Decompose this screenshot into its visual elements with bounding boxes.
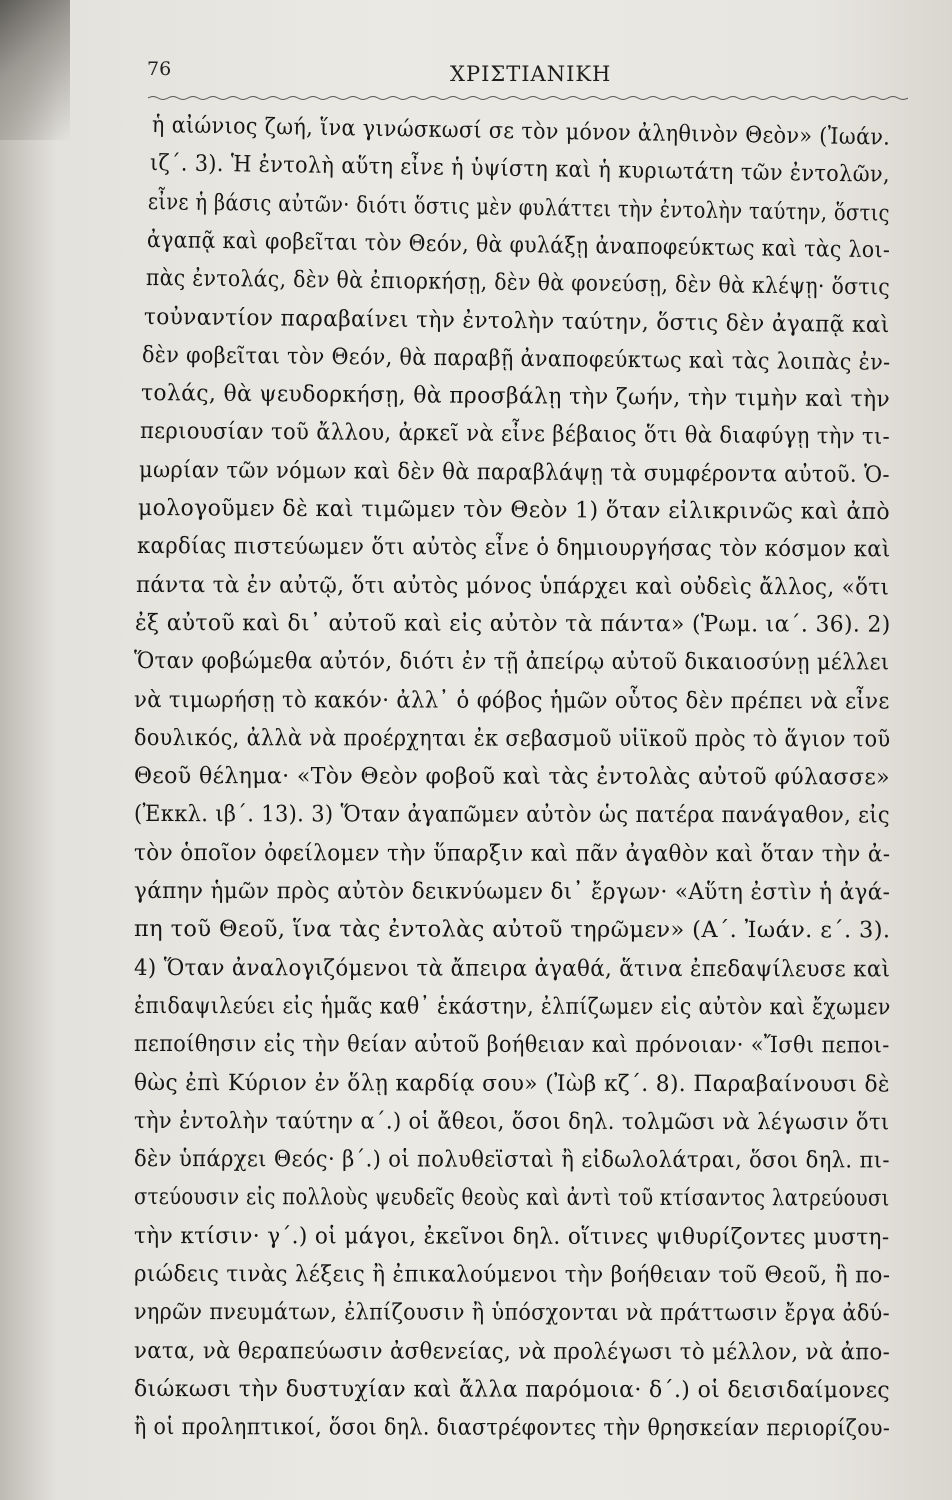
running-title: ΧΡΙΣΤΙΑΝΙΚΗ — [450, 62, 612, 86]
text-line: νηρῶν πνευμάτων, ἐλπίζουσιν ἢ ὑπόσχονται νὰ πράττωσιν ἔργα ἀδύ- — [133, 1299, 890, 1327]
text-line: Ὅταν φοβώμεθα αὐτόν, διότι ἐν τῇ ἀπείρῳ αὐτοῦ δικαιοσύνῃ μέλλει — [133, 648, 890, 676]
text-line: 4) Ὅταν ἀναλογιζόμενοι τὰ ἄπειρα ἀγαθά, ἅτινα ἐπεδαψίλευσε καὶ — [133, 954, 891, 982]
text-line: τὸν ὁποῖον ὀφείλομεν τὴν ὕπαρξιν καὶ πᾶν ἀγαθὸν καὶ ὅταν τὴν ἀ- — [133, 839, 891, 868]
text-line: δὲν φοβεῖται τὸν Θεόν, θὰ παραβῇ ἀναποφεύκτως καὶ τὰς λοιπὰς ἐν- — [141, 341, 891, 376]
text-line: μωρίαν τῶν νόμων καὶ δὲν θὰ παραβλάψῃ τὰ συμφέροντα αὐτοῦ. Ὁ- — [138, 456, 890, 488]
text-line: δουλικός, ἀλλὰ νὰ προέρχηται ἐκ σεβασμοῦ υἱϊκοῦ πρὸς τὸ ἅγιον τοῦ — [133, 724, 891, 753]
text-line: τὴν κτίσιν· γ΄.) οἱ μάγοι, ἐκεῖνοι δηλ. οἵτινες ψιθυρίζοντες μυστη- — [133, 1222, 890, 1251]
text-line: πη τοῦ Θεοῦ, ἵνα τὰς ἐντολὰς αὐτοῦ τηρῶμεν» (Α΄. Ἰωάν. ε΄. 3). — [133, 916, 891, 944]
text-line: περιουσίαν τοῦ ἄλλου, ἀρκεῖ νὰ εἶνε βέβαιος ὅτι θὰ διαφύγῃ τὴν τι- — [139, 418, 891, 451]
text-line: μολογοῦμεν δὲ καὶ τιμῶμεν τὸν Θεὸν 1) ὅταν εἰλικρινῶς καὶ ἀπὸ — [137, 495, 891, 526]
text-line: εἶνε ἡ βάσις αὐτῶν· διότι ὅστις μὲν φυλάττει τὴν ἐντολὴν ταύτην, ὅστις — [147, 188, 890, 227]
text-line: διώκωσι τὴν δυστυχίαν καὶ ἄλλα παρόμοια· δ΄.) οἱ δεισιδαίμονες — [133, 1375, 891, 1404]
text-line: ἐπιδαψιλεύει εἰς ἡμᾶς καθ᾿ ἑκάστην, ἐλπίζωμεν εἰς αὐτὸν καὶ ἔχωμεν — [133, 992, 891, 1021]
page-number: 76 — [147, 58, 172, 80]
text-line: τολάς, θὰ ψευδορκήσῃ, θὰ προσβάλῃ τὴν ζωήν, τὴν τιμὴν καὶ τὴν — [140, 380, 891, 413]
text-line: στεύουσιν εἰς πολλοὺς ψευδεῖς θεοὺς καὶ ἀντὶ τοῦ κτίσαντος λατρεύουσι — [133, 1184, 890, 1212]
text-line: θὼς ἐπὶ Κύριον ἐν ὅλῃ καρδίᾳ σου» (Ἰὼβ κζ΄. 8). Παραβαίνουσι δὲ — [133, 1069, 890, 1097]
text-line: ἐξ αὐτοῦ καὶ δι᾿ αὐτοῦ καὶ εἰς αὐτὸν τὰ πάντα» (Ῥωμ. ια΄. 36). 2) — [134, 609, 891, 638]
text-line: ἡ αἰώνιος ζωή, ἵνα γινώσκωσί σε τὸν μόνον ἀληθινὸν Θεὸν» (Ἰωάν. — [151, 112, 891, 151]
text-line: πεποίθησιν εἰς τὴν θείαν αὐτοῦ βοήθειαν καὶ πρόνοιαν· «Ἴσθι πεποι- — [133, 1031, 890, 1059]
text-line: πάντα τὰ ἐν αὐτῷ, ὅτι αὐτὸς μόνος ὑπάρχει καὶ οὐδεὶς ἄλλος, «ὅτι — [135, 571, 890, 601]
text-line: γάπην ἡμῶν πρὸς αὐτὸν δεικνύωμεν δι᾿ ἔργων· «Αὕτη ἐστὶν ἡ ἀγά- — [133, 878, 891, 906]
text-line: ριώδεις τινὰς λέξεις ἢ ἐπικαλούμενοι τὴν βοήθειαν τοῦ Θεοῦ, ἢ πο- — [133, 1261, 891, 1289]
text-line: νατα, νὰ θεραπεύωσιν ἀσθενείας, νὰ προλέγωσι τὸ μέλλον, νὰ ἀπο- — [133, 1337, 891, 1365]
text-line: ἀγαπᾷ καὶ φοβεῖται τὸν Θεόν, θὰ φυλάξῃ ἀναποφεύκτως καὶ τὰς λοι- — [146, 226, 891, 264]
text-line: καρδίας πιστεύωμεν ὅτι αὐτὸς εἶνε ὁ δημιουργήσας τὸν κόσμον καὶ — [136, 533, 891, 563]
text-line: νὰ τιμωρήσῃ τὸ κακόν· ἀλλ᾿ ὁ φόβος ἡμῶν οὗτος δὲν πρέπει νὰ εἶνε — [133, 686, 890, 714]
text-line: πὰς ἐντολάς, δὲν θὰ ἐπιορκήσῃ, δὲν θὰ φονεύσῃ, δὲν θὰ κλέψῃ· ὅστις — [145, 265, 891, 301]
text-line: τοὐναντίον παραβαίνει τὴν ἐντολὴν ταύτην, ὅστις δὲν ἀγαπᾷ καὶ — [143, 303, 890, 338]
page-header — [0, 58, 952, 98]
text-line: Θεοῦ θέλημα· «Τὸν Θεὸν φοβοῦ καὶ τὰς ἐντολὰς αὐτοῦ φύλασσε» — [133, 763, 890, 791]
text-line: ιζ΄. 3). Ἡ ἐντολὴ αὕτη εἶνε ἡ ὑψίστη καὶ ἡ κυριωτάτη τῶν ἐντολῶν, — [149, 150, 891, 189]
text-line: τὴν ἐντολὴν ταύτην α΄.) οἱ ἄθεοι, ὅσοι δηλ. τολμῶσι νὰ λέγωσιν ὅτι — [133, 1107, 890, 1136]
text-line: ἢ οἱ προληπτικοί, ὅσοι δηλ. διαστρέφοντες τὴν θρησκείαν περιορίζου- — [133, 1414, 891, 1442]
text-line: δὲν ὑπάρχει Θεός· β΄.) οἱ πολυθεϊσταὶ ἢ εἰδωλολάτραι, ὅσοι δηλ. πι- — [133, 1146, 890, 1174]
body-text — [120, 100, 920, 1490]
text-line: (Ἐκκλ. ιβ΄. 13). 3) Ὅταν ἀγαπῶμεν αὐτὸν ὡς πατέρα πανάγαθον, εἰς — [133, 801, 891, 829]
